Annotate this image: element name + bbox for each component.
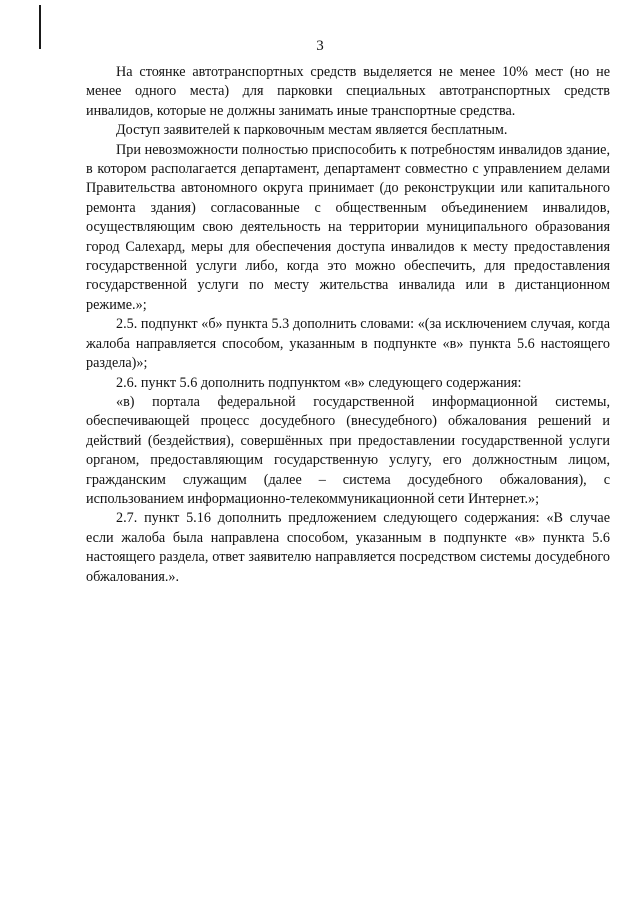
paragraph-amendment-2-5: 2.5. подпункт «б» пункта 5.3 дополнить словами: «(за исключением случая, когда жалоба направляется способом, указанным в подпункте «в» пункта 5.6 настоящего раздела)»; xyxy=(86,316,610,372)
paragraph-accessibility-measures: При невозможности полностью приспособить к потребностям инвалидов здание, в котором располагается департамент, департамент совместно с управлением делами Правительства автономного округа принимает (до реконструкции или капитального ремонта здания) согласованные с общественным объединением инвалидов, осуществляющим свою деятельность на территории муниципального образования город Салехард, меры для обеспечения доступа инвалидов к месту предоставления государственной услуги либо, когда это можно обеспечить, для предоставления государственной услуги по месту жительства инвалида или в дистанционном режиме.»; xyxy=(86,141,610,313)
paragraph-amendment-2-7: 2.7. пункт 5.16 дополнить предложением следующего содержания: «В случае если жалоба была направлена способом, указанным в подпункте «в» пункта 5.6 настоящего раздела, ответ заявителю направляется посредством системы досудебного обжалования.». xyxy=(86,510,610,585)
document-body xyxy=(86,63,610,587)
paragraph-parking-spaces: На стоянке автотранспортных средств выделяется не менее 10% мест (но не менее одного места) для парковки специальных автотранспортных средств инвалидов, которые не должны занимать иные транспортные средства. xyxy=(86,64,610,119)
page-number: 3 xyxy=(316,38,324,54)
paragraph-free-access: Доступ заявителей к парковочным местам является бесплатным. xyxy=(116,122,508,139)
paragraph-amendment-2-6: 2.6. пункт 5.6 дополнить подпунктом «в» следующего содержания: xyxy=(116,374,522,391)
paragraph-subitem-v: «в) портала федеральной государственной информационной системы, обеспечивающей процесс досудебного (внесудебного) обжалования решений и действий (бездействия), совершённых при предоставлении государственной услуги органом, предоставляющим государственную услугу, его должностным лицом, гражданским служащим (далее – система досудебного обжалования), с использованием информационно-телекоммуникационной сети Интернет.»; xyxy=(86,393,610,507)
